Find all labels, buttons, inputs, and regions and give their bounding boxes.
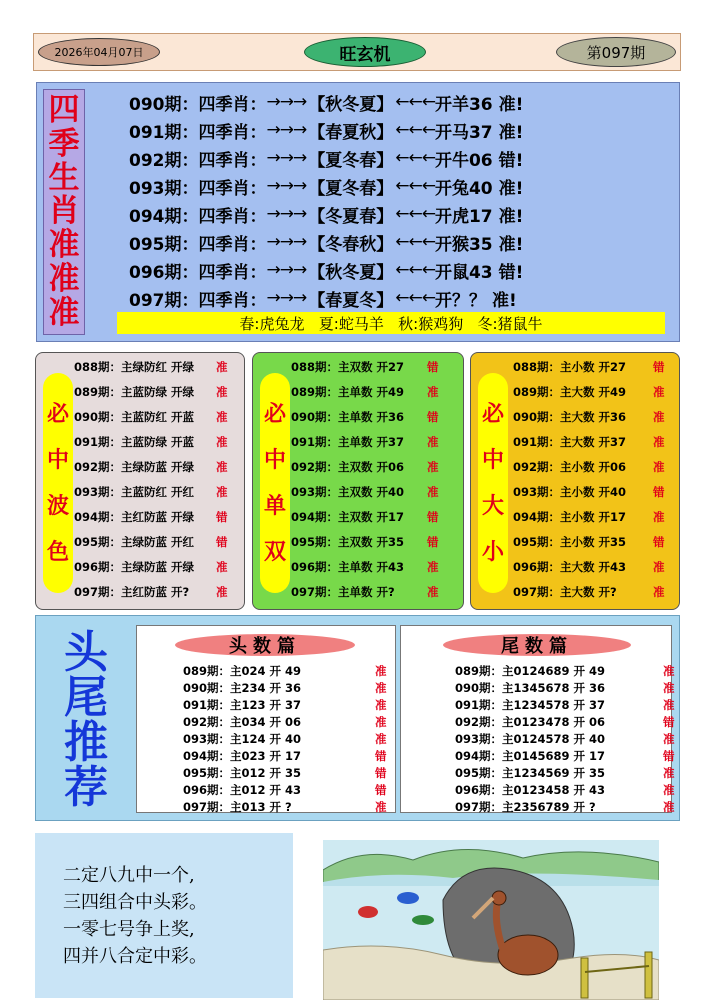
result-label: 错! xyxy=(498,262,524,283)
record-row xyxy=(291,406,447,428)
period-label: 093期： xyxy=(129,178,199,199)
result-label: 准! xyxy=(498,122,524,143)
record-result: 准 xyxy=(663,782,675,797)
record-text: 096期：主绿防蓝 开绿 xyxy=(74,560,195,574)
record-result: 准 xyxy=(427,485,439,499)
record-text: 091期：主单数 开37 xyxy=(291,435,405,449)
record-row xyxy=(513,456,673,478)
record-row xyxy=(513,581,673,603)
record-text: 094期：主小数 开17 xyxy=(513,510,627,524)
record-text: 095期：主1234569 开 35 xyxy=(455,765,606,780)
record-result: 准 xyxy=(663,663,675,678)
record-result: 错 xyxy=(653,485,665,499)
arrow-left-icon: ←←← xyxy=(395,288,435,308)
seasons-row xyxy=(129,285,517,311)
head-tail-title-char: 尾 xyxy=(64,671,108,723)
record-row xyxy=(513,481,673,503)
seasons-legend: 春:虎兔龙 夏:蛇马羊 秋:猴鸡狗 冬:猪鼠牛 xyxy=(117,312,665,334)
record-row xyxy=(74,531,236,553)
pick-label: 【春夏冬】 xyxy=(308,290,394,311)
record-row xyxy=(291,506,447,528)
record-text: 097期：主红防蓝 开? xyxy=(74,585,190,599)
tail-panel-title: 尾数篇 xyxy=(443,634,631,656)
record-row xyxy=(291,356,447,378)
record-row xyxy=(513,381,673,403)
seasons-title-char: 准 xyxy=(48,227,80,264)
record-text: 096期：主单数 开43 xyxy=(291,560,405,574)
record-result: 准 xyxy=(216,560,228,574)
row-label: 四季肖： xyxy=(198,150,267,171)
odd-even-section xyxy=(252,352,464,610)
seasons-row xyxy=(129,89,523,115)
seasons-title-char: 准 xyxy=(48,294,80,331)
record-row xyxy=(455,781,683,798)
seasons-row xyxy=(129,257,523,283)
issue-badge: 第097期 xyxy=(556,37,676,67)
record-row xyxy=(183,713,395,730)
wave-color-section xyxy=(35,352,245,610)
record-row xyxy=(74,431,236,453)
record-row xyxy=(74,381,236,403)
record-result: 准 xyxy=(427,435,439,449)
head-panel-title: 头数篇 xyxy=(175,634,355,656)
seasons-row xyxy=(129,145,523,171)
record-result: 准 xyxy=(216,485,228,499)
row-label: 四季肖： xyxy=(198,122,267,143)
record-text: 090期：主单数 开36 xyxy=(291,410,405,424)
arrow-right-icon: →→→ xyxy=(266,120,307,140)
record-text: 089期：主单数 开49 xyxy=(291,385,405,399)
head-tail-title xyxy=(46,626,126,813)
record-row xyxy=(455,798,683,815)
open-value: 开马37 xyxy=(434,122,493,143)
poem-line: 一零七号争上奖, xyxy=(63,918,195,940)
record-text: 091期：主大数 开37 xyxy=(513,435,627,449)
record-row xyxy=(455,679,683,696)
record-text: 096期：主0123458 开 43 xyxy=(455,782,606,797)
record-text: 090期：主234 开 36 xyxy=(183,680,302,695)
record-result: 错 xyxy=(653,360,665,374)
seasons-title-char: 生 xyxy=(48,159,80,196)
big-small-title-char: 大 xyxy=(481,493,504,519)
record-text: 088期：主绿防红 开绿 xyxy=(74,360,195,374)
record-text: 096期：主大数 开43 xyxy=(513,560,627,574)
record-result: 准 xyxy=(427,585,439,599)
record-row xyxy=(183,781,395,798)
record-row xyxy=(513,506,673,528)
odd-even-title xyxy=(260,373,290,593)
record-result: 准 xyxy=(663,697,675,712)
record-row xyxy=(291,431,447,453)
pick-label: 【夏冬春】 xyxy=(308,150,394,171)
result-label: 准! xyxy=(498,178,524,199)
head-tail-section xyxy=(35,615,680,821)
record-text: 093期：主双数 开40 xyxy=(291,485,405,499)
record-text: 095期：主双数 开35 xyxy=(291,535,405,549)
row-label: 四季肖： xyxy=(198,178,267,199)
wave-color-title xyxy=(43,373,73,593)
row-label: 四季肖： xyxy=(198,206,267,227)
record-result: 错 xyxy=(375,748,387,763)
record-row xyxy=(74,481,236,503)
record-text: 097期：主大数 开? xyxy=(513,585,617,599)
record-result: 准 xyxy=(427,460,439,474)
record-row xyxy=(183,747,395,764)
record-result: 准 xyxy=(375,663,387,678)
record-result: 准 xyxy=(663,731,675,746)
record-row xyxy=(74,506,236,528)
record-text: 091期：主蓝防绿 开蓝 xyxy=(74,435,195,449)
pick-label: 【秋冬夏】 xyxy=(308,262,394,283)
record-result: 准 xyxy=(375,714,387,729)
record-row xyxy=(183,764,395,781)
period-label: 091期： xyxy=(129,122,199,143)
record-row xyxy=(455,747,683,764)
record-result: 准 xyxy=(216,360,228,374)
record-result: 错 xyxy=(427,535,439,549)
record-row xyxy=(183,730,395,747)
record-text: 089期：主蓝防绿 开绿 xyxy=(74,385,195,399)
arrow-left-icon: ←←← xyxy=(395,204,435,224)
record-text: 094期：主023 开 17 xyxy=(183,748,302,763)
arrow-left-icon: ←←← xyxy=(395,176,435,196)
record-result: 准 xyxy=(653,460,665,474)
record-text: 094期：主双数 开17 xyxy=(291,510,405,524)
record-text: 096期：主012 开 43 xyxy=(183,782,302,797)
record-text: 092期：主034 开 06 xyxy=(183,714,302,729)
record-text: 092期：主小数 开06 xyxy=(513,460,627,474)
record-result: 准 xyxy=(216,385,228,399)
record-row xyxy=(455,696,683,713)
period-label: 095期： xyxy=(129,234,199,255)
poem-box xyxy=(35,833,293,998)
record-result: 准 xyxy=(216,585,228,599)
record-result: 准 xyxy=(653,510,665,524)
record-row xyxy=(513,406,673,428)
record-text: 094期：主红防蓝 开绿 xyxy=(74,510,195,524)
result-label: 准! xyxy=(498,234,524,255)
pick-label: 【夏冬春】 xyxy=(308,178,394,199)
odd-even-title-char: 必 xyxy=(263,401,286,427)
head-tail-title-char: 头 xyxy=(64,626,108,678)
period-label: 096期： xyxy=(129,262,199,283)
record-result: 准 xyxy=(427,385,439,399)
open-value: 开牛06 xyxy=(434,150,493,171)
record-text: 092期：主双数 开06 xyxy=(291,460,405,474)
record-text: 094期：主0145689 开 17 xyxy=(455,748,606,763)
header-bar xyxy=(33,33,681,71)
open-value: 开？？ xyxy=(434,290,486,311)
record-text: 088期：主小数 开27 xyxy=(513,360,627,374)
record-row xyxy=(455,730,683,747)
record-row xyxy=(291,556,447,578)
record-text: 090期：主1345678 开 36 xyxy=(455,680,606,695)
record-text: 095期：主绿防蓝 开红 xyxy=(74,535,195,549)
arrow-left-icon: ←←← xyxy=(395,260,435,280)
record-row xyxy=(455,662,683,679)
arrow-right-icon: →→→ xyxy=(266,204,307,224)
result-label: 准! xyxy=(498,94,524,115)
seasons-title-char: 肖 xyxy=(48,193,80,230)
record-result: 准 xyxy=(653,560,665,574)
record-result: 错 xyxy=(663,714,675,729)
record-text: 093期：主124 开 40 xyxy=(183,731,302,746)
arrow-left-icon: ←←← xyxy=(395,120,435,140)
result-label: 准! xyxy=(498,206,524,227)
head-number-panel xyxy=(136,625,396,813)
arrow-left-icon: ←←← xyxy=(395,92,435,112)
seasons-row xyxy=(129,201,523,227)
pelican-illustration xyxy=(323,840,659,1000)
big-small-title-char: 中 xyxy=(481,447,504,473)
head-tail-title-char: 推 xyxy=(64,716,108,768)
period-label: 090期： xyxy=(129,94,199,115)
arrow-left-icon: ←←← xyxy=(395,148,435,168)
record-result: 错 xyxy=(216,535,228,549)
record-result: 准 xyxy=(216,435,228,449)
record-result: 错 xyxy=(375,765,387,780)
record-row xyxy=(183,662,395,679)
open-value: 开猴35 xyxy=(434,234,493,255)
pick-label: 【冬春秋】 xyxy=(308,234,394,255)
record-row xyxy=(455,764,683,781)
record-result: 准 xyxy=(375,680,387,695)
wave-title-char: 必 xyxy=(46,401,69,427)
record-text: 091期：主1234578 开 37 xyxy=(455,697,606,712)
record-result: 准 xyxy=(663,765,675,780)
seasons-section xyxy=(36,82,680,342)
record-result: 准 xyxy=(663,799,675,814)
record-result: 错 xyxy=(427,360,439,374)
arrow-right-icon: →→→ xyxy=(266,92,307,112)
open-value: 开兔40 xyxy=(434,178,493,199)
record-row xyxy=(291,381,447,403)
record-result: 准 xyxy=(375,799,387,814)
seasons-title-char: 四 xyxy=(48,92,80,129)
seasons-title-char: 季 xyxy=(48,126,80,163)
record-text: 095期：主小数 开35 xyxy=(513,535,627,549)
record-text: 089期：主大数 开49 xyxy=(513,385,627,399)
record-result: 错 xyxy=(427,410,439,424)
record-row xyxy=(74,356,236,378)
poem-line: 二定八九中一个, xyxy=(63,864,195,886)
pick-label: 【冬夏春】 xyxy=(308,206,394,227)
record-row xyxy=(74,406,236,428)
record-text: 097期：主单数 开? xyxy=(291,585,395,599)
record-result: 错 xyxy=(663,748,675,763)
record-row xyxy=(513,356,673,378)
poem-line: 四并八合定中彩。 xyxy=(63,945,207,967)
odd-even-title-char: 双 xyxy=(263,539,286,565)
pick-label: 【秋冬夏】 xyxy=(308,94,394,115)
record-row xyxy=(291,581,447,603)
wave-title-char: 波 xyxy=(46,493,69,519)
open-value: 开虎17 xyxy=(434,206,493,227)
row-label: 四季肖： xyxy=(198,290,267,311)
result-label: 错! xyxy=(498,150,524,171)
odd-even-title-char: 单 xyxy=(263,493,286,519)
wave-title-char: 色 xyxy=(46,539,69,565)
date-badge: 2026年04月07日 xyxy=(38,38,160,66)
record-text: 097期：主2356789 开 ? xyxy=(455,799,596,814)
record-row xyxy=(291,456,447,478)
record-row xyxy=(513,531,673,553)
record-text: 090期：主大数 开36 xyxy=(513,410,627,424)
period-label: 094期： xyxy=(129,206,199,227)
pick-label: 【春夏秋】 xyxy=(308,122,394,143)
record-text: 089期：主024 开 49 xyxy=(183,663,302,678)
record-text: 097期：主013 开 ? xyxy=(183,799,292,814)
record-text: 093期：主小数 开40 xyxy=(513,485,627,499)
record-text: 095期：主012 开 35 xyxy=(183,765,302,780)
record-result: 准 xyxy=(653,385,665,399)
record-result: 准 xyxy=(375,697,387,712)
odd-even-title-char: 中 xyxy=(263,447,286,473)
row-label: 四季肖： xyxy=(198,234,267,255)
record-text: 092期：主0123478 开 06 xyxy=(455,714,606,729)
record-result: 准 xyxy=(375,731,387,746)
record-text: 089期：主0124689 开 49 xyxy=(455,663,606,678)
record-row xyxy=(74,581,236,603)
record-text: 090期：主蓝防红 开蓝 xyxy=(74,410,195,424)
big-small-section xyxy=(470,352,680,610)
result-label: 准! xyxy=(491,290,517,311)
record-text: 088期：主双数 开27 xyxy=(291,360,405,374)
record-row xyxy=(291,531,447,553)
record-result: 错 xyxy=(375,782,387,797)
open-value: 开鼠43 xyxy=(434,262,493,283)
seasons-row xyxy=(129,173,523,199)
seasons-title-char: 准 xyxy=(48,260,80,297)
record-text: 093期：主蓝防红 开红 xyxy=(74,485,195,499)
period-label: 092期： xyxy=(129,150,199,171)
record-row xyxy=(183,696,395,713)
arrow-right-icon: →→→ xyxy=(266,232,307,252)
seasons-title xyxy=(43,89,85,335)
record-result: 准 xyxy=(216,410,228,424)
record-result: 准 xyxy=(216,460,228,474)
poem-line: 三四组合中头彩。 xyxy=(63,891,207,913)
wave-title-char: 中 xyxy=(46,447,69,473)
arrow-left-icon: ←←← xyxy=(395,232,435,252)
big-small-title xyxy=(478,373,508,593)
seasons-row xyxy=(129,117,523,143)
record-row xyxy=(183,679,395,696)
record-row xyxy=(513,556,673,578)
record-row xyxy=(74,456,236,478)
record-result: 准 xyxy=(653,410,665,424)
record-row xyxy=(455,713,683,730)
record-text: 092期：主绿防蓝 开绿 xyxy=(74,460,195,474)
record-result: 错 xyxy=(216,510,228,524)
record-row xyxy=(183,798,395,815)
big-small-title-char: 小 xyxy=(481,539,504,565)
arrow-right-icon: →→→ xyxy=(266,260,307,280)
record-result: 准 xyxy=(663,680,675,695)
arrow-right-icon: →→→ xyxy=(266,288,307,308)
row-label: 四季肖： xyxy=(198,262,267,283)
open-value: 开羊36 xyxy=(434,94,493,115)
record-result: 准 xyxy=(427,560,439,574)
arrow-right-icon: →→→ xyxy=(266,176,307,196)
page-title: 旺玄机 xyxy=(304,37,426,67)
head-tail-title-char: 荐 xyxy=(64,761,108,813)
record-result: 错 xyxy=(653,535,665,549)
record-text: 091期：主123 开 37 xyxy=(183,697,302,712)
period-label: 097期： xyxy=(129,290,199,311)
big-small-title-char: 必 xyxy=(481,401,504,427)
tail-number-panel xyxy=(400,625,675,814)
record-row xyxy=(291,481,447,503)
record-row xyxy=(74,556,236,578)
arrow-right-icon: →→→ xyxy=(266,148,307,168)
record-result: 准 xyxy=(653,585,665,599)
record-row xyxy=(513,431,673,453)
record-result: 错 xyxy=(427,510,439,524)
seasons-row xyxy=(129,229,523,255)
row-label: 四季肖： xyxy=(198,94,267,115)
record-text: 093期：主0124578 开 40 xyxy=(455,731,606,746)
record-result: 准 xyxy=(653,435,665,449)
